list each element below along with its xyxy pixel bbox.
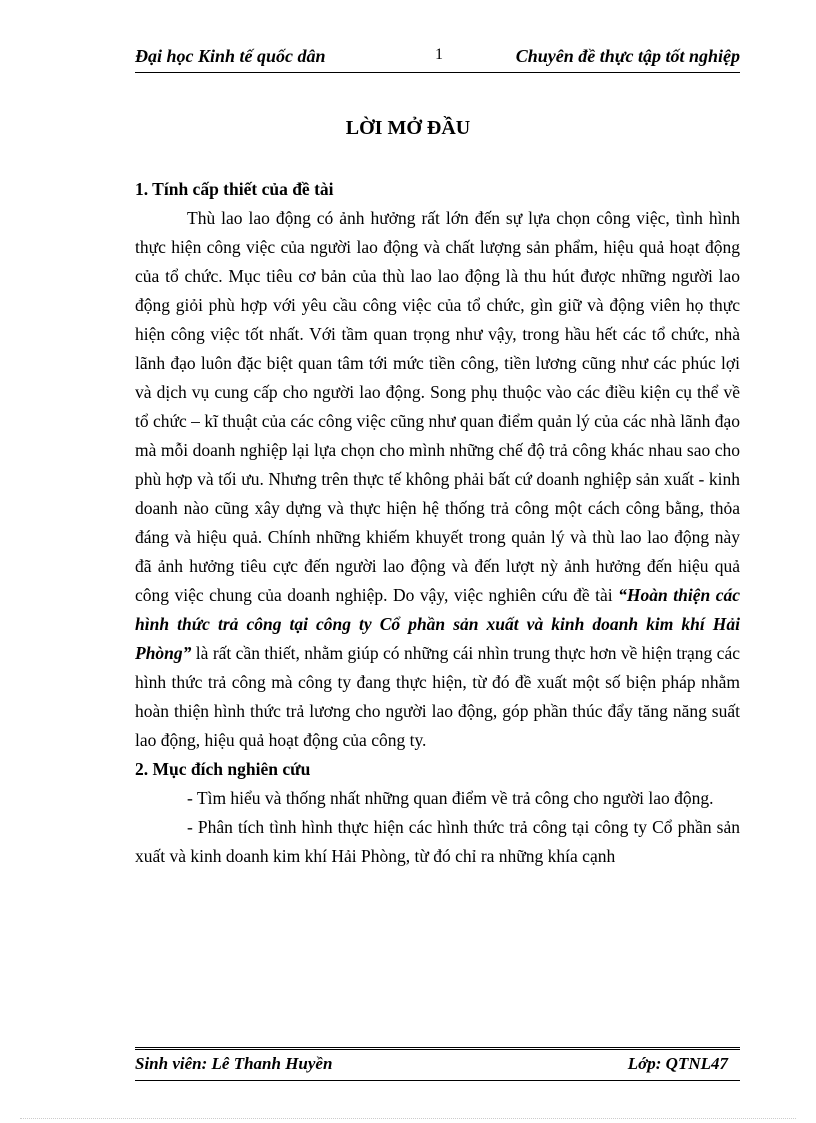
header-document-type: Chuyên đề thực tập tốt nghiệp bbox=[515, 46, 740, 66]
section-heading: 2. Mục đích nghiên cứu bbox=[135, 759, 311, 779]
footer-bottom-rule bbox=[135, 1080, 740, 1081]
paragraph bbox=[135, 204, 740, 755]
header-rule bbox=[135, 72, 740, 73]
page-footer bbox=[135, 1054, 740, 1080]
page-header bbox=[135, 46, 740, 74]
page-number: 1 bbox=[435, 46, 443, 63]
body-content bbox=[135, 175, 740, 871]
list-item: - Phân tích tình hình thực hiện các hình thức trả công tại công ty Cổ phần sản xuất và kinh doanh kim khí Hải Phòng, từ đó chỉ ra những khía cạnh bbox=[135, 817, 740, 866]
paragraph-text: Thù lao lao động có ảnh hưởng rất lớn đến sự lựa chọn công việc, tình hình thực hiện công việc của người lao động và chất lượng sản phẩm, hiệu quả hoạt động của tổ chức. Mục tiêu cơ bản của thù lao lao động là thu hút được những người lao động giỏi phù hợp với yêu cầu công việc của tổ chức, gìn giữ và động viên họ thực hiện công việc tốt nhất. Với tầm quan trọng như vậy, trong hầu hết các tổ chức, nhà lãnh đạo luôn đặc biệt quan tâm tới mức tiền công, tiền lương cũng như các phúc lợi và dịch vụ cung cấp cho người lao động. Song phụ thuộc vào các điều kiện cụ thể về tổ chức – kĩ thuật của các công việc cũng như quan điểm quản lý của các nhà lãnh đạo mà mỗi doanh nghiệp lại lựa chọn cho mình những chế độ trả công khác nhau sao cho phù hợp và tối ưu. Nhưng trên thực tế không phải bất cứ doanh nghiệp sản xuất - kinh doanh nào cũng xây dựng và thực hiện hệ thống trả công một cách công bằng, thỏa đáng và hiệu quả. Chính những khiếm khuyết trong quản lý và thù lao lao động này đã ảnh hưởng tiêu cực đến người lao động và đến lượt nỳ ảnh hưởng đến hiệu quả công việc chung của doanh nghiệp. Do vậy, việc nghiên cứu đề tài bbox=[135, 208, 740, 605]
header-university: Đại học Kinh tế quốc dân bbox=[135, 46, 326, 66]
page-edge-dots bbox=[20, 1118, 796, 1119]
paragraph-text: là rất cần thiết, nhằm giúp có những cái nhìn trung thực hơn về hiện trạng các hình thức trả công mà công ty đang thực hiện, từ đó đề xuất một số biện pháp nhằm hoàn thiện hình thức trả lương cho người lao động, góp phần thúc đẩy tăng năng suất lao động, hiệu quả hoạt động của công ty. bbox=[135, 643, 740, 750]
topic-title: “Hoàn thiện các hình thức trả công tại công ty Cổ phần sản xuất và kinh doanh kim khí Hải Phòng” bbox=[135, 585, 740, 663]
page-title: LỜI MỞ ĐẦU bbox=[345, 117, 471, 139]
footer-class: Lớp: QTNL47 bbox=[627, 1054, 728, 1073]
footer-student: Sinh viên: Lê Thanh Huyền bbox=[135, 1054, 333, 1073]
list-item: - Tìm hiểu và thống nhất những quan điểm về trả công cho người lao động. bbox=[187, 788, 714, 808]
footer-rule bbox=[135, 1047, 740, 1050]
section-heading: 1. Tính cấp thiết của đề tài bbox=[135, 179, 334, 199]
